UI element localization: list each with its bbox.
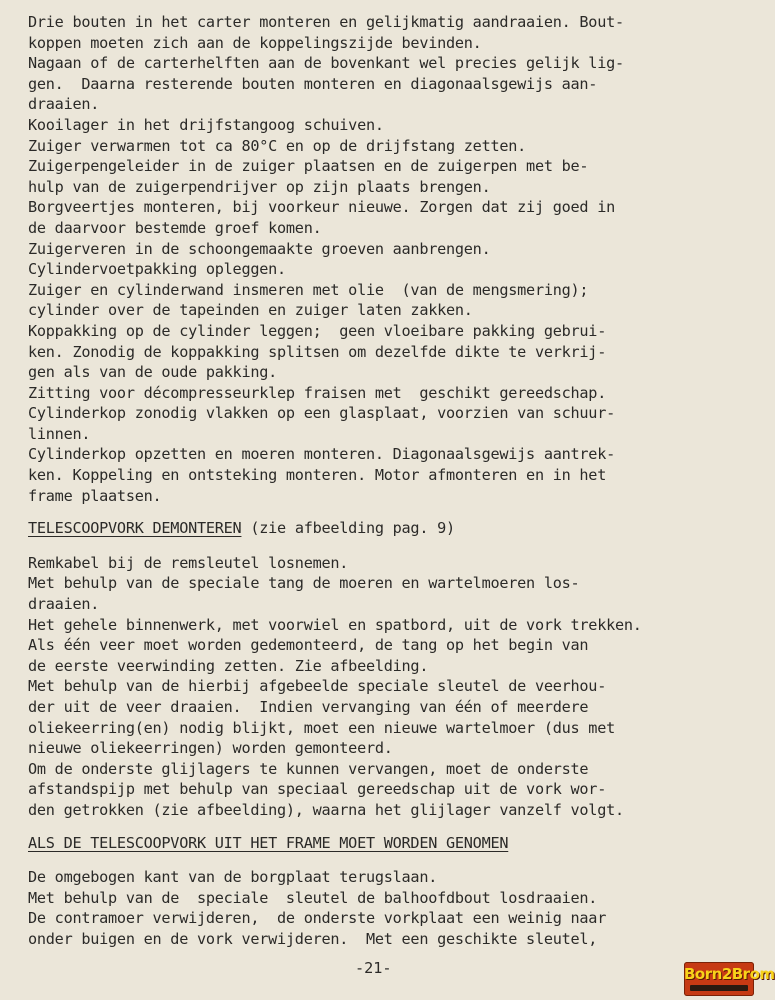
text-line: cylinder over de tapeinden en zuiger laten zakken. <box>28 301 473 320</box>
section-frame <box>28 867 740 949</box>
text-line: Nagaan of de carterhelften aan de bovenkant wel precies gelijk lig- <box>28 54 624 73</box>
section-telescoopvork <box>28 553 740 821</box>
heading-telescoopvork: TELESCOOPVORK DEMONTEREN <box>28 519 242 538</box>
text-line: Als één veer moet worden gedemonteerd, de tang op het begin van <box>28 636 589 655</box>
text-line: De omgebogen kant van de borgplaat terugslaan. <box>28 868 438 887</box>
text-line: de eerste veerwinding zetten. Zie afbeelding. <box>28 656 429 675</box>
born2brom-logo <box>684 962 775 996</box>
text-line: onder buigen en de vork verwijderen. Met een geschikte sleutel, <box>28 929 598 948</box>
text-line: Zitting voor décompresseurklep fraisen met geschikt gereedschap. <box>28 383 607 402</box>
text-line: Zuiger en cylinderwand insmeren met olie (van de mengsmering); <box>28 280 589 299</box>
text-line: Zuigerveren in de schoongemaakte groeven aanbrengen. <box>28 239 491 258</box>
section-reassembly <box>28 12 740 506</box>
text-line: ken. Koppeling en ontsteking monteren. Motor afmonteren en in het <box>28 466 607 485</box>
text-line: hulp van de zuigerpendrijver op zijn plaats brengen. <box>28 177 491 196</box>
text-line: frame plaatsen. <box>28 486 162 505</box>
text-line: ken. Zonodig de koppakking splitsen om dezelfde dikte te verkrij- <box>28 342 607 361</box>
text-line: gen. Daarna resterende bouten monteren en diagonaalsgewijs aan- <box>28 74 598 93</box>
text-line: Borgveertjes monteren, bij voorkeur nieuwe. Zorgen dat zij goed in <box>28 198 615 217</box>
text-line: Kooilager in het drijfstangoog schuiven. <box>28 115 384 134</box>
page-number: -21- <box>355 959 392 977</box>
text-line: Met behulp van de speciale sleutel de balhoofdbout losdraaien. <box>28 888 598 907</box>
text-line: Remkabel bij de remsleutel losnemen. <box>28 553 349 572</box>
text-line: De contramoer verwijderen, de onderste vorkplaat een weinig naar <box>28 909 607 928</box>
text-line: nieuwe oliekeerringen) worden gemonteerd. <box>28 739 393 758</box>
text-line: draaien. <box>28 95 100 114</box>
text-line: Het gehele binnenwerk, met voorwiel en spatbord, uit de vork trekken. <box>28 615 642 634</box>
text-line: Cylinderkop opzetten en moeren monteren. Diagonaalsgewijs aantrek- <box>28 445 615 464</box>
text-line: de daarvoor bestemde groef komen. <box>28 218 322 237</box>
text-line: linnen. <box>28 424 91 443</box>
text-line: Zuigerpengeleider in de zuiger plaatsen en de zuigerpen met be- <box>28 157 589 176</box>
text-line: Cylinderkop zonodig vlakken op een glasplaat, voorzien van schuur- <box>28 404 615 423</box>
text-line: Met behulp van de speciale tang de moeren en wartelmoeren los- <box>28 574 580 593</box>
text-line: Cylindervoetpakking opleggen. <box>28 260 286 279</box>
text-line: Met behulp van de hierbij afgebeelde speciale sleutel de veerhou- <box>28 677 607 696</box>
heading-frame: ALS DE TELESCOOPVORK UIT HET FRAME MOET WORDEN GENOMEN <box>28 833 509 852</box>
heading-frame-line <box>28 833 740 854</box>
text-line: draaien. <box>28 595 100 614</box>
text-line: Koppakking op de cylinder leggen; geen vloeibare pakking gebrui- <box>28 321 607 340</box>
logo-stripe <box>690 985 748 991</box>
logo-text: Born2Brom <box>684 965 775 983</box>
text-line: koppen moeten zich aan de koppelingszijde bevinden. <box>28 33 482 52</box>
text-line: den getrokken (zie afbeelding), waarna het glijlager vanzelf volgt. <box>28 800 624 819</box>
text-line: oliekeerring(en) nodig blijkt, moet een nieuwe wartelmoer (dus met <box>28 718 615 737</box>
text-line: Om de onderste glijlagers te kunnen vervangen, moet de onderste <box>28 759 589 778</box>
heading-telescoopvork-line <box>28 518 740 539</box>
document-body <box>28 12 740 950</box>
text-line: Drie bouten in het carter monteren en gelijkmatig aandraaien. Bout- <box>28 13 624 31</box>
text-line: der uit de veer draaien. Indien vervanging van één of meerdere <box>28 698 589 716</box>
text-line: afstandspijp met behulp van speciaal gereedschap uit de vork wor- <box>28 780 607 799</box>
text-line: gen als van de oude pakking. <box>28 363 278 382</box>
text-line: Zuiger verwarmen tot ca 80°C en op de drijfstang zetten. <box>28 136 527 155</box>
heading-telescoopvork-note: (zie afbeelding pag. 9) <box>241 519 455 538</box>
